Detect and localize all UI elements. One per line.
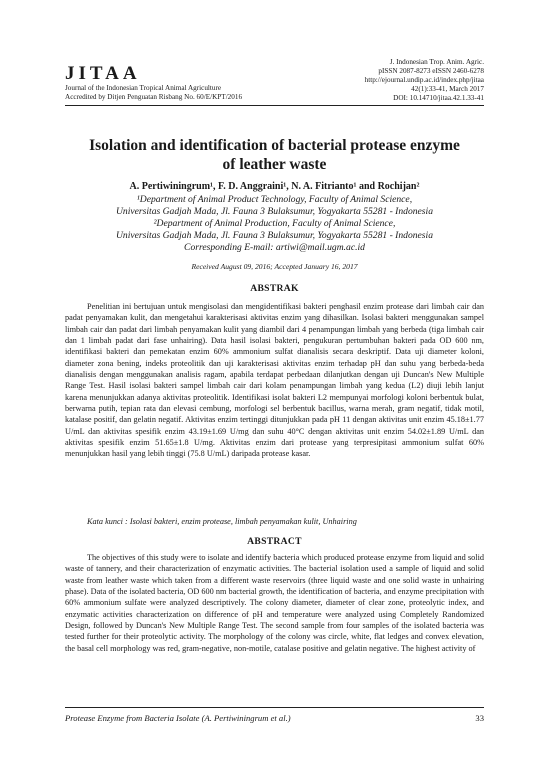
abstrak-heading: ABSTRAK [250, 283, 299, 294]
abstrak-body: Penelitian ini bertujuan untuk mengisolasi dan mengidentifikasi bakteri penghasil enzim protease dari limbah cair dan padat penyamakan kulit, dan mengetahui karakterisasi aktivitas enzim yang dihasilkan. Isolasi bakteri menggunakan sampel limbah cair dan padat dari limbah penyamakan kulit yang diambil dari 4 penampungan limbah yang berbeda (tiga limbah cair dan 1 limbah padat dari fase unhairing). Data hasil isolasi bakteri, pengukuran pertumbuhan bakteri pada OD 600 nm, identifikasi bakteri dan pemekatan enzim 60% ammonium sulfat dianalisis secara deskriptif. Data uji diameter koloni, diameter zona bening, indeks proteolitik dan uji karakterisasi aktivitas enzim terhadap pH dan suhu yang berbeda-beda dianalisis dengan menggunakan analisis ragam, apabila terdapat perbedaan dilanjutkan dengan uji Duncan's New Multiple Range Test. Hasil isolasi bakteri sampel limbah cair dari kolam penampungan limbah yang kedua (L2) diuji lebih lanjut karena menunjukkan adanya aktivitas proteolitik. Identifikasi isolat bakteri L2 mempunyai morfologi koloni berbentuk bulat, berwarna putih, tepian rata dan elevasi cembung, morfologi sel berbentuk bacillus, warna merah, gram negatif, tidak motil, katalase positif, dan gelatin negatif. Aktivitas enzim tertinggi ditunjukkan pada pH 11 dengan aktivitas unit enzim 45.18±1.77 U/mL dan aktivitas spesifik enzim 43.19±1.69 U/mg dan suhu 40°C dengan aktivitas unit enzim 54.02±1.89 U/mL dan aktivitas spesifik enzim 51.65±1.8 U/mg. Aktivitas enzim dari protease yang terpresipitasi ammonium sulfat 60% menunjukkan hasil yang lebih tinggi (75.8 U/mL) daripada protease kasar. [65, 302, 484, 459]
journal-logo: JITAA [65, 63, 141, 84]
running-title: Protease Enzyme from Bacteria Isolate (A. Pertiwiningrum et al.) [65, 713, 291, 723]
issn: pISSN 2087-8273 eISSN 2460-6278 [378, 67, 484, 75]
received-date: Received August 09, 2016; Accepted January 16, 2017 [191, 262, 358, 271]
header-divider [65, 105, 484, 106]
affiliation-4: Universitas Gadjah Mada, Jl. Fauna 3 Bulaksumur, Yogyakarta 55281 - Indonesia [115, 230, 434, 241]
journal-url[interactable]: http://ejournal.undip.ac.id/index.php/jitaa [364, 76, 484, 84]
affiliation-1: ¹Department of Animal Product Technology, Faculty of Animal Science, [136, 194, 413, 205]
volume-info: 42(1):33-41, March 2017 [411, 85, 484, 93]
affiliation-3: ²Department of Animal Production, Faculty of Animal Science, [153, 218, 396, 229]
doi[interactable]: DOI: 10.14710/jitaa.42.1.33-41 [393, 94, 484, 102]
article-title [65, 136, 484, 174]
authors: A. Pertiwiningrum¹, F. D. Anggraini¹, N. A. Fitrianto¹ and Rochijan² [129, 181, 420, 192]
journal-abbrev: J. Indonesian Trop. Anim. Agric. [389, 58, 484, 66]
journal-name: Journal of the Indonesian Tropical Animal Agriculture [65, 84, 222, 92]
page-number: 33 [475, 713, 484, 723]
header-right [365, 58, 484, 103]
abstract-heading: ABSTRACT [247, 536, 302, 547]
affiliation-2: Universitas Gadjah Mada, Jl. Fauna 3 Bulaksumur, Yogyakarta 55281 - Indonesia [115, 206, 434, 217]
title-line-1: Isolation and identification of bacterial protease enzyme [89, 137, 460, 154]
title-line-2: of leather waste [222, 156, 327, 173]
accreditation: Accredited by Ditjen Penguatan Risbang No. 60/E/KPT/2016 [65, 93, 243, 101]
keywords: Kata kunci : Isolasi bakteri, enzim protease, limbah penyamakan kulit, Unhairing [87, 517, 357, 526]
corresponding-email[interactable]: Corresponding E-mail: artiwi@mail.ugm.ac.id [184, 242, 365, 253]
footer-divider [65, 707, 484, 708]
header-left [65, 64, 325, 102]
abstract-body: The objectives of this study were to isolate and identify bacteria which produced protease enzyme from liquid and solid waste of tannery, and their characterization of enzymatic activities. The bacterial isolation used a sample of liquid and solid waste from leather waste which taken from a different waste reservoirs (three liquid waste and one solid waste in unhairing phase). Data of the isolated bacteria, OD 600 nm bacterial growth, the identification of bacteria, and enzyme precipitation with 60% ammonium sulfate were analyzed descriptively. The colony diameter, diameter of clear zone, proteolytic index, and enzymatic activities characterization on difference of pH and temperature were analyzed using Completely Randomized Design, followed by Duncan's New Multiple Range Test. The second sample from four samples of the isolated bacteria was tested further for their proteolytic activity. The morphology of the colony was circle, white, flat ledges and convex elevation, the basal cell morphology was red, gram-negative, non-motile, catalase positive and gelatin negative. The highest activity of [65, 553, 484, 653]
